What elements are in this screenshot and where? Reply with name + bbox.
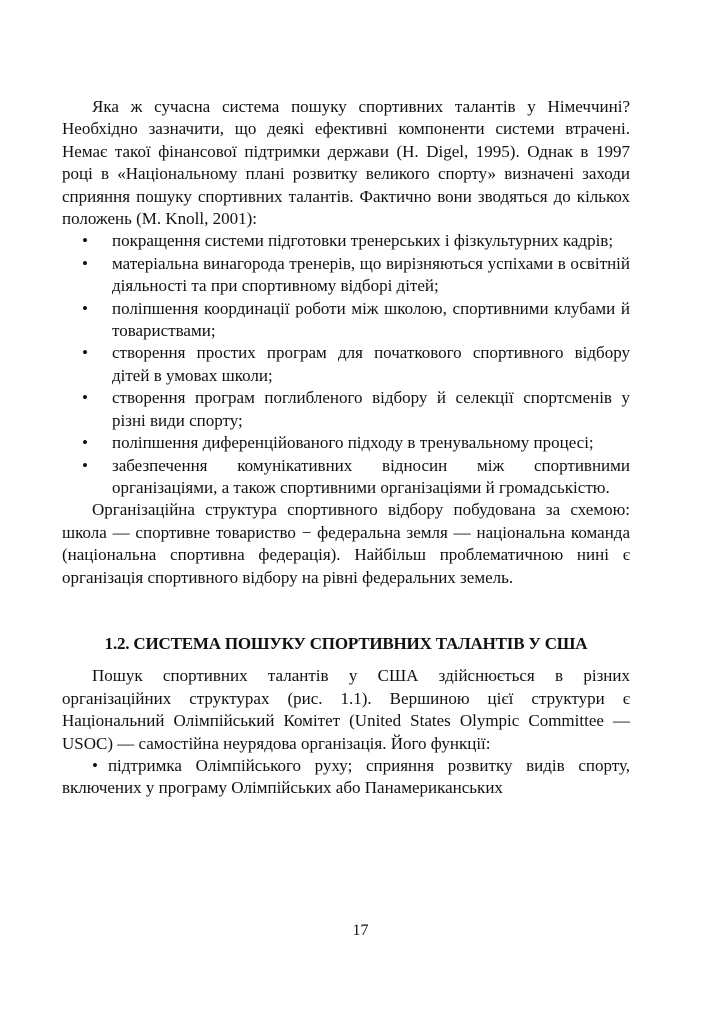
list-item-text: забезпечення комунікативних відносин між спортивними організаціями, а також спортивними організаціями й громадськістю. xyxy=(112,455,630,497)
section1-closing-paragraph: Організаційна структура спортивного відбору побудована за схемою: школа — спортивне товариство − федеральна земля — національна команда (національна спортивна федерація). Найбільш проблематичною нині є організація спортивного відбору на рівні федеральних земель. xyxy=(62,500,630,587)
list-item-text: поліпшення координації роботи між школою, спортивними клубами й товариствами; xyxy=(112,298,630,341)
list-item xyxy=(62,455,630,500)
list-item-text: створення простих програм для початкового спортивного відбору дітей в умовах школи; xyxy=(112,343,630,385)
section1-bullet-list xyxy=(62,230,630,499)
list-item-text: поліпшення диференційованого підходу в тренувальному процесі; xyxy=(112,433,594,453)
bullet-icon: • xyxy=(92,755,98,775)
list-item xyxy=(62,253,630,298)
list-item xyxy=(62,342,630,387)
bullet-icon: • xyxy=(82,253,88,273)
list-item-text: покращення системи підготовки тренерських і фізкультурних кадрів; xyxy=(112,231,614,251)
list-item-text: підтримка Олімпійського руху; сприяння розвитку видів спорту, включених у програму Олімпійських або Панамериканських xyxy=(62,755,630,798)
page-content xyxy=(62,96,630,800)
bullet-icon: • xyxy=(82,231,88,251)
list-item xyxy=(62,230,630,252)
list-item xyxy=(62,387,630,432)
page-number: 17 xyxy=(352,922,369,939)
section1-intro-paragraph: Яка ж сучасна система пошуку спортивних талантів у Німеччині? Необхідно зазначити, що деякі ефективні компоненти системи втрачені. Немає такої фінансової підтримки держави (H. Digel, 1995). Однак в 1997 році в «Національному плані розвитку великого спорту» визначені заходи сприяння пошуку спортивних талантів. Фактично вони зводяться до кількох положень (M. Knoll, 2001): xyxy=(62,97,630,229)
list-item xyxy=(62,298,630,343)
section-heading: 1.2. СИСТЕМА ПОШУКУ СПОРТИВНИХ ТАЛАНТІВ У США xyxy=(104,633,588,653)
bullet-icon: • xyxy=(82,298,88,318)
bullet-icon: • xyxy=(82,433,88,453)
list-item xyxy=(62,432,630,454)
list-item-text: матеріальна винагорода тренерів, що вирізняються успіхами в освітній діяльності та при спортивному відборі дітей; xyxy=(112,253,630,296)
list-item-text: створення програм поглибленого відбору й селекції спортсменів у різні види спорту; xyxy=(112,388,630,430)
bullet-icon: • xyxy=(82,343,88,363)
section2-list-item xyxy=(62,755,630,800)
bullet-icon: • xyxy=(82,455,88,475)
section2-intro-paragraph: Пошук спортивних талантів у США здійснюється в різних організаційних структурах (рис. 1.1). Вершиною цієї структури є Національний Олімпійський Комітет (United States Olympic Committee — USOC) — самостійна неурядова організація. Його функції: xyxy=(62,666,630,753)
bullet-icon: • xyxy=(82,388,88,408)
